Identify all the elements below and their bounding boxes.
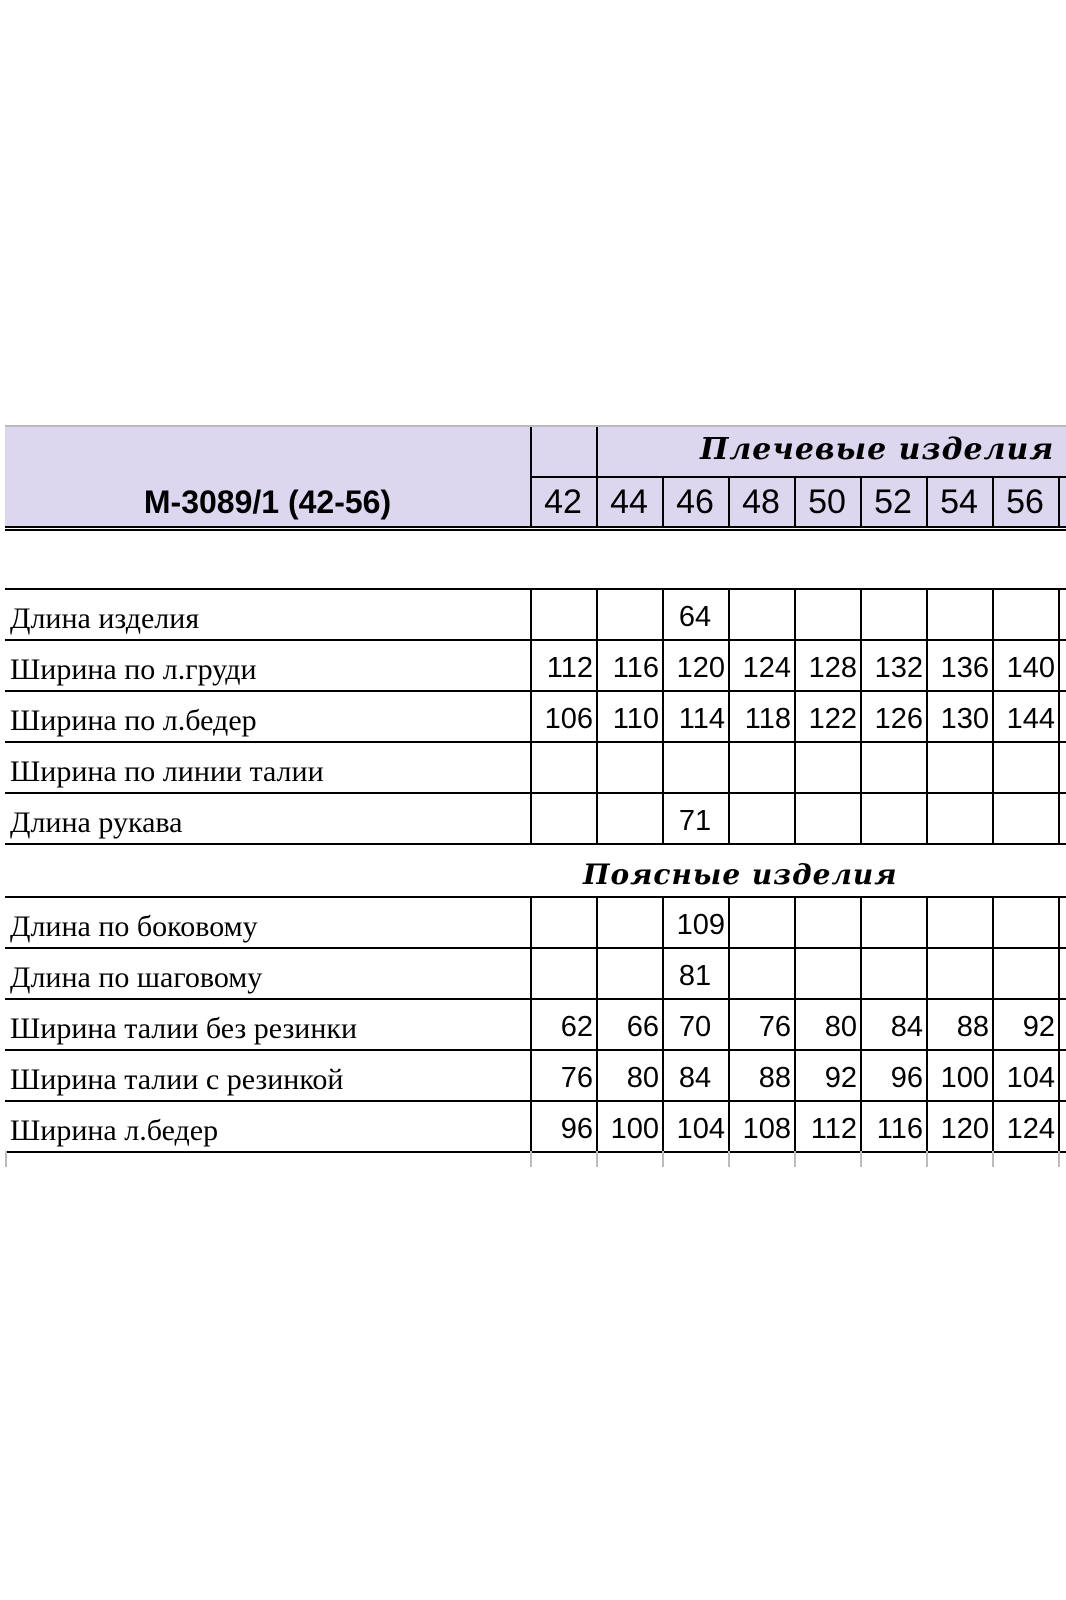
table-cell: 92 [824, 1062, 857, 1094]
table-cell [728, 792, 794, 842]
table-cell: 112 [546, 652, 593, 684]
table-cell [860, 588, 926, 638]
row-label: Длина изделия [10, 602, 200, 635]
table-cell: 118 [744, 703, 791, 735]
grid-hline [5, 526, 1066, 528]
grid-vline [1058, 588, 1060, 843]
table-cell: 70 [678, 1011, 712, 1043]
grid-hline [5, 998, 1066, 1000]
table-cell [794, 588, 860, 638]
table-cell [530, 896, 596, 946]
table-cell: 110 [612, 703, 659, 735]
size-header-54: 54 [940, 482, 978, 521]
table-cell: 92 [1022, 1011, 1055, 1043]
table-cell [926, 896, 992, 946]
table-cell [596, 896, 662, 946]
grid-vline [794, 1151, 796, 1167]
size-header-56: 56 [1006, 482, 1044, 521]
table-cell [794, 741, 860, 791]
grid-vline [530, 588, 532, 843]
table-cell [860, 741, 926, 791]
table-cell [860, 792, 926, 842]
table-cell [926, 588, 992, 638]
table-cell: 104 [1006, 1062, 1055, 1094]
grid-hline [5, 588, 1066, 590]
table-cell [926, 947, 992, 997]
grid-vline [860, 588, 862, 843]
table-cell [530, 947, 596, 997]
table-cell: 112 [810, 1113, 857, 1145]
row-label: Ширина талии с резинкой [10, 1063, 344, 1096]
grid-hline [5, 1049, 1066, 1051]
grid-vline [926, 588, 928, 843]
table-cell [926, 792, 992, 842]
grid-vline [992, 1151, 994, 1167]
size-header-46: 46 [676, 482, 714, 521]
table-cell: 80 [824, 1011, 857, 1043]
table-cell: 88 [956, 1011, 989, 1043]
grid-vline [794, 476, 796, 527]
table-cell: 136 [940, 652, 989, 684]
grid-vline [728, 476, 730, 527]
grid-vline [728, 1151, 730, 1167]
grid-vline [596, 896, 598, 1151]
table-cell [860, 896, 926, 946]
table-cell: 124 [742, 652, 791, 684]
grid-hline [5, 639, 1066, 641]
grid-vline [596, 427, 598, 527]
table-cell [728, 588, 794, 638]
size-header-50: 50 [808, 482, 846, 521]
table-cell [530, 792, 596, 842]
grid-hline [5, 843, 1066, 845]
grid-vline [530, 896, 532, 1151]
grid-hline [5, 741, 1066, 743]
table-cell [992, 741, 1058, 791]
table-cell: 88 [758, 1062, 791, 1094]
table-cell: 109 [676, 909, 725, 941]
table-cell: 116 [612, 652, 659, 684]
table-cell: 128 [808, 652, 857, 684]
grid-hline [5, 425, 1066, 427]
group-title-upper: Плечевые изделия [700, 432, 1055, 467]
grid-hline [5, 1100, 1066, 1102]
grid-hline [5, 529, 1066, 531]
table-cell: 100 [610, 1113, 659, 1145]
grid-vline [1058, 1151, 1060, 1167]
size-header-52: 52 [874, 482, 912, 521]
grid-vline [530, 1151, 532, 1167]
table-cell: 126 [874, 703, 923, 735]
table-cell [794, 947, 860, 997]
grid-vline [530, 427, 532, 527]
grid-vline [926, 476, 928, 527]
table-cell: 66 [626, 1011, 659, 1043]
table-cell: 132 [874, 652, 923, 684]
grid-vline [992, 896, 994, 1151]
grid-vline [662, 588, 664, 843]
grid-vline [662, 476, 664, 527]
grid-vline [5, 1151, 7, 1167]
table-cell: 100 [940, 1062, 989, 1094]
row-label: Длина по шаговому [10, 961, 263, 994]
grid-hline [5, 690, 1066, 692]
group-title-lower: Поясные изделия [583, 858, 898, 891]
grid-hline [530, 476, 596, 478]
table-cell [596, 947, 662, 997]
table-cell [596, 588, 662, 638]
table-cell: 71 [678, 805, 712, 837]
table-cell: 124 [1006, 1113, 1055, 1145]
table-cell [926, 741, 992, 791]
table-cell [530, 588, 596, 638]
row-label: Ширина л.бедер [10, 1114, 219, 1147]
size-header-48: 48 [742, 482, 780, 521]
size-header-44: 44 [610, 482, 648, 521]
table-cell: 108 [742, 1113, 791, 1145]
table-cell: 140 [1006, 652, 1055, 684]
grid-vline [1058, 896, 1060, 1151]
table-cell [596, 741, 662, 791]
row-label: Ширина по л.бедер [10, 704, 257, 737]
grid-vline [992, 588, 994, 843]
grid-hline [5, 792, 1066, 794]
table-cell [662, 741, 728, 791]
table-cell: 116 [876, 1113, 923, 1145]
row-label: Длина рукава [10, 806, 183, 839]
table-cell: 76 [560, 1062, 593, 1094]
grid-hline [596, 476, 1066, 478]
table-cell [728, 741, 794, 791]
grid-vline [596, 1151, 598, 1167]
table-cell [794, 896, 860, 946]
grid-vline [728, 896, 730, 1151]
table-cell: 106 [544, 703, 593, 735]
table-cell [596, 792, 662, 842]
grid-vline [794, 588, 796, 843]
grid-vline [794, 896, 796, 1151]
row-label: Ширина талии без резинки [10, 1012, 358, 1045]
table-cell [794, 792, 860, 842]
table-cell [992, 588, 1058, 638]
table-cell [728, 896, 794, 946]
grid-hline [5, 1151, 1066, 1153]
table-cell: 144 [1006, 703, 1055, 735]
grid-hline [5, 896, 1066, 898]
table-cell: 130 [940, 703, 989, 735]
table-cell: 120 [676, 652, 725, 684]
grid-vline [662, 1151, 664, 1167]
row-label: Длина по боковому [10, 910, 258, 943]
table-cell: 64 [678, 601, 712, 633]
grid-vline [992, 476, 994, 527]
grid-vline [662, 896, 664, 1151]
table-cell: 96 [560, 1113, 593, 1145]
grid-vline [860, 476, 862, 527]
table-cell [860, 947, 926, 997]
grid-hline [5, 947, 1066, 949]
table-cell: 76 [758, 1011, 791, 1043]
grid-vline [926, 896, 928, 1151]
table-cell [992, 896, 1058, 946]
grid-vline [860, 896, 862, 1151]
row-label: Ширина по л.груди [10, 653, 257, 686]
table-cell: 84 [890, 1011, 923, 1043]
row-label: Ширина по линии талии [10, 755, 324, 788]
model-title: М-3089/1 (42-56) [143, 483, 392, 520]
table-cell [992, 792, 1058, 842]
table-cell: 81 [678, 960, 712, 992]
table-cell: 104 [676, 1113, 725, 1145]
table-cell [728, 947, 794, 997]
table-cell [992, 947, 1058, 997]
grid-vline [926, 1151, 928, 1167]
table-cell [530, 741, 596, 791]
table-cell: 120 [940, 1113, 989, 1145]
table-cell: 96 [890, 1062, 923, 1094]
size-header-42: 42 [544, 482, 582, 521]
table-cell: 62 [560, 1011, 593, 1043]
grid-vline [596, 588, 598, 843]
grid-vline [728, 588, 730, 843]
grid-vline [1058, 476, 1060, 527]
table-cell: 114 [678, 703, 725, 735]
grid-vline [860, 1151, 862, 1167]
table-cell: 122 [808, 703, 857, 735]
table-cell: 84 [678, 1062, 712, 1094]
table-cell: 80 [626, 1062, 659, 1094]
